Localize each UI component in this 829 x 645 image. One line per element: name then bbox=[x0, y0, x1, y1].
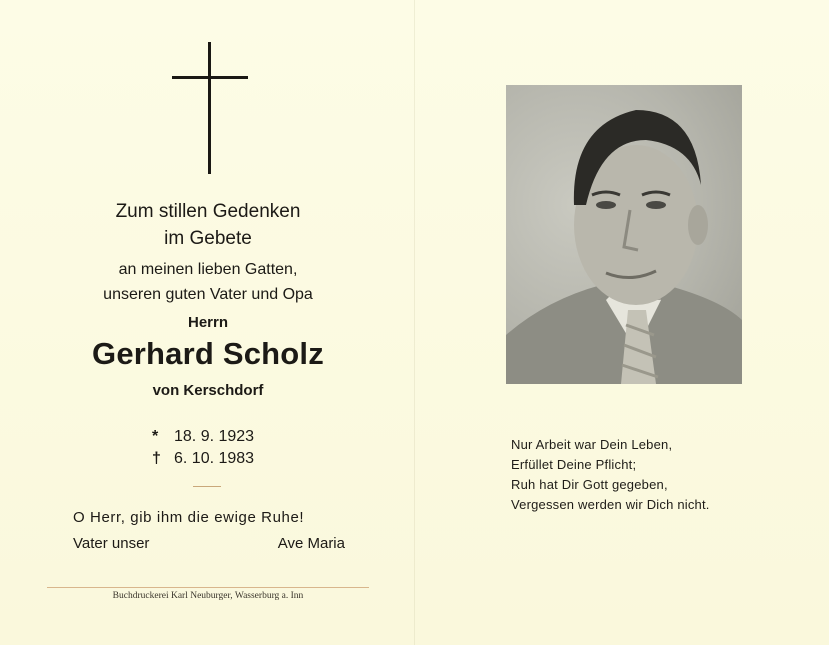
prayer-vater-unser: Vater unser bbox=[73, 535, 150, 552]
heading-line-1: Zum stillen Gedenken bbox=[115, 201, 301, 222]
death-row bbox=[152, 448, 254, 470]
death-symbol: † bbox=[152, 450, 161, 467]
prayer-ave-maria: Ave Maria bbox=[277, 535, 345, 552]
divider bbox=[193, 486, 221, 487]
dedication-line-2: unseren guten Vater und Opa bbox=[103, 286, 313, 303]
life-dates bbox=[152, 426, 254, 470]
poem-line-2: Erfüllet Deine Pflicht; bbox=[511, 457, 637, 472]
poem-line-4: Vergessen werden wir Dich nicht. bbox=[511, 497, 710, 512]
heading-line-2: im Gebete bbox=[164, 228, 252, 249]
dedication-line-1: an meinen lieben Gatten, bbox=[118, 261, 298, 278]
portrait-photo bbox=[506, 85, 742, 384]
poem-line-1: Nur Arbeit war Dein Leben, bbox=[511, 437, 673, 452]
origin: von Kerschdorf bbox=[152, 382, 264, 399]
death-date: 6. 10. 1983 bbox=[174, 450, 255, 467]
birth-symbol: * bbox=[152, 428, 159, 445]
remembrance-heading bbox=[60, 198, 356, 252]
salutation: Herrn bbox=[187, 314, 228, 331]
poem-line-3: Ruh hat Dir Gott gegeben, bbox=[511, 477, 668, 492]
printer-rule bbox=[47, 587, 369, 588]
cross-icon bbox=[172, 42, 248, 174]
birth-date: 18. 9. 1923 bbox=[174, 428, 255, 445]
printer-credit: Buchdruckerei Karl Neuburger, Wasserburg a. Inn bbox=[112, 591, 304, 601]
deceased-name: Gerhard Scholz bbox=[92, 336, 324, 371]
birth-row bbox=[152, 426, 254, 448]
fold-line bbox=[414, 0, 415, 645]
prayer bbox=[73, 507, 345, 555]
dedication bbox=[60, 257, 356, 307]
memorial-poem bbox=[511, 435, 710, 515]
prayer-line: O Herr, gib ihm die ewige Ruhe! bbox=[73, 509, 305, 526]
